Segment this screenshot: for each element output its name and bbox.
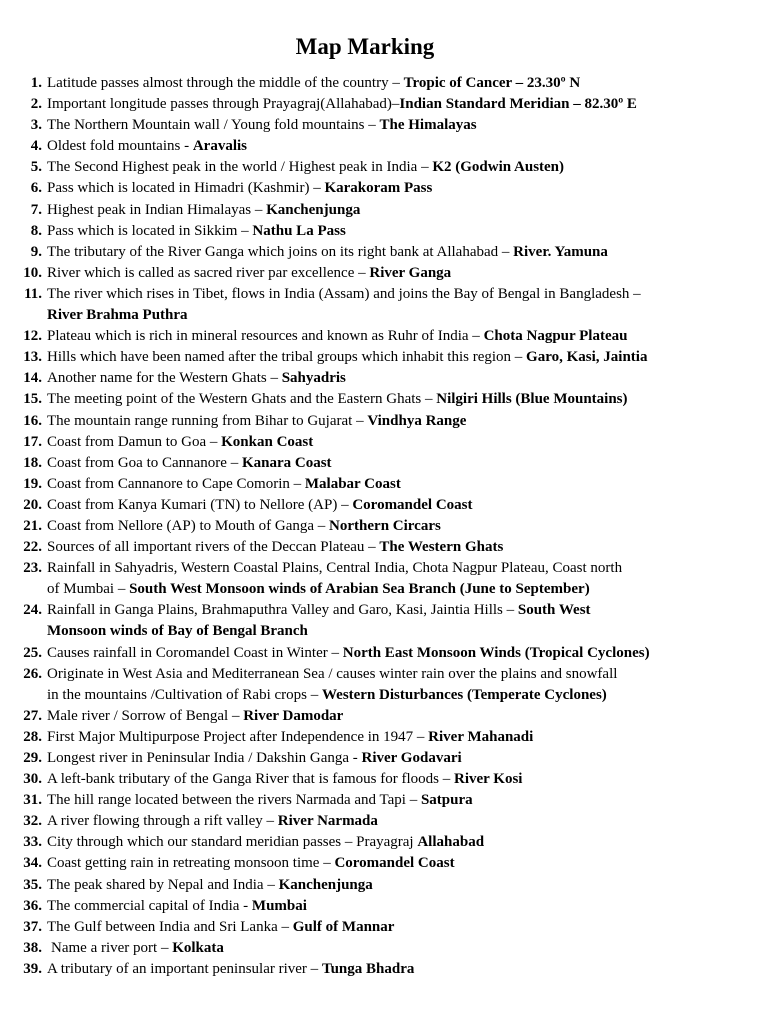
item-number: 37. xyxy=(23,918,42,935)
list-item xyxy=(0,368,768,389)
list-item xyxy=(0,73,768,94)
item-question: Coast getting rain in retreating monsoon time – xyxy=(47,855,335,872)
item-number: 25. xyxy=(23,644,42,661)
item-question: First Major Multipurpose Project after Independence in 1947 – xyxy=(47,728,429,745)
item-text xyxy=(47,453,766,474)
list-item xyxy=(0,389,768,410)
item-answer: River Narmada xyxy=(277,813,378,830)
item-continuation-question: in the mountains /Cultivation of Rabi crops – xyxy=(47,686,322,703)
item-question: A left-bank tributary of the Ganga River that is famous for floods – xyxy=(47,771,454,788)
item-number: 12. xyxy=(23,328,42,345)
item-text xyxy=(47,875,766,896)
item-answer: River. Yamuna xyxy=(513,243,608,260)
item-continuation-question: of Mumbai – xyxy=(47,581,130,598)
item-question: Sources of all important rivers of the Deccan Plateau – xyxy=(47,539,380,556)
item-text xyxy=(47,790,766,811)
item-answer: Coromandel Coast xyxy=(334,855,455,872)
list-item xyxy=(0,959,768,980)
list-item xyxy=(0,748,768,769)
item-text xyxy=(47,727,766,748)
item-number: 15. xyxy=(23,391,42,408)
question-list xyxy=(0,73,768,980)
item-question: The Gulf between India and Sri Lanka – xyxy=(47,918,293,935)
list-item xyxy=(0,896,768,917)
item-text xyxy=(47,115,766,136)
item-number: 13. xyxy=(23,349,42,366)
item-question: Another name for the Western Ghats – xyxy=(47,370,282,387)
item-question: Coast from Goa to Cannanore – xyxy=(47,454,242,471)
item-question: Coast from Nellore (AP) to Mouth of Ganga – xyxy=(47,517,330,534)
item-number: 14. xyxy=(23,370,42,387)
item-question: Longest river in Peninsular India / Dakshin Ganga - xyxy=(47,750,362,766)
list-item xyxy=(0,769,768,790)
item-question: Coast from Cannanore to Cape Comorin – xyxy=(47,475,305,492)
item-number: 35. xyxy=(23,876,42,893)
item-question: The Northern Mountain wall / Young fold mountains – xyxy=(47,117,380,134)
list-item xyxy=(0,178,768,199)
item-answer: Indian Standard Meridian – 82.30º E xyxy=(399,96,637,113)
item-text xyxy=(47,917,766,938)
item-number: 22. xyxy=(23,539,42,556)
item-question: Oldest fold mountains - xyxy=(47,138,193,155)
item-question: Highest peak in Indian Himalayas – xyxy=(47,201,267,218)
item-text xyxy=(47,959,766,980)
item-number: 19. xyxy=(23,475,42,492)
list-item xyxy=(0,94,768,115)
item-question: The Second Highest peak in the world / Highest peak in India – xyxy=(47,159,433,176)
item-number: 8. xyxy=(30,222,42,239)
item-question: The meeting point of the Western Ghats and the Eastern Ghats – xyxy=(47,391,437,408)
item-number: 33. xyxy=(23,834,42,851)
item-text xyxy=(47,811,766,832)
item-number: 6. xyxy=(30,180,42,197)
item-answer: Kolkata xyxy=(172,939,224,956)
item-number: 36. xyxy=(23,897,42,914)
list-item xyxy=(0,727,768,748)
item-continuation-answer: River Brahma Puthra xyxy=(47,307,188,324)
item-question: Causes rainfall in Coromandel Coast in Winter – xyxy=(47,644,343,661)
item-number: 24. xyxy=(23,602,42,619)
item-answer: Konkan Coast xyxy=(221,433,314,450)
item-question: Name a river port – xyxy=(51,939,173,956)
list-item xyxy=(0,432,768,453)
item-number: 7. xyxy=(30,201,42,218)
item-answer: Sahyadris xyxy=(281,370,346,387)
list-item xyxy=(0,643,768,664)
item-answer: The Himalayas xyxy=(379,117,477,134)
item-text xyxy=(47,474,766,495)
list-item xyxy=(0,326,768,347)
item-number: 16. xyxy=(23,412,42,429)
item-question: Rainfall in Sahyadris, Western Coastal Plains, Central India, Chota Nagpur Plateau, Coast north xyxy=(47,560,623,577)
item-text xyxy=(47,178,766,199)
item-question: The hill range located between the rivers Narmada and Tapi – xyxy=(47,792,421,809)
item-text xyxy=(47,495,766,516)
item-text xyxy=(47,221,766,242)
item-answer: Gulf of Mannar xyxy=(292,918,395,935)
item-text xyxy=(47,73,766,94)
item-number: 20. xyxy=(23,496,42,513)
item-question: Hills which have been named after the tribal groups which inhabit this region – xyxy=(47,349,527,366)
item-text xyxy=(47,242,766,263)
item-number: 28. xyxy=(23,728,42,745)
item-question: Originate in West Asia and Mediterranean Sea / causes winter rain over the plains and snowfall xyxy=(47,665,618,682)
item-text xyxy=(47,432,766,453)
item-answer: Vindhya Range xyxy=(367,412,467,429)
list-item xyxy=(0,811,768,832)
list-item xyxy=(0,453,768,474)
list-item xyxy=(0,832,768,853)
list-item xyxy=(0,347,768,368)
item-number: 2. xyxy=(30,96,42,113)
item-question: Latitude passes almost through the middle of the country – xyxy=(47,75,404,91)
list-item xyxy=(0,516,768,537)
item-continuation xyxy=(47,685,766,706)
item-continuation-answer: Western Disturbances (Temperate Cyclones) xyxy=(321,686,607,703)
item-number: 34. xyxy=(23,855,42,872)
item-number: 3. xyxy=(30,117,42,134)
item-answer: Nilgiri Hills (Blue Mountains) xyxy=(436,391,628,408)
item-question: Pass which is located in Sikkim – xyxy=(47,222,253,239)
item-number: 21. xyxy=(23,517,42,534)
item-text xyxy=(47,326,766,347)
item-answer: South West xyxy=(517,602,591,619)
list-item xyxy=(0,221,768,242)
item-answer: River Ganga xyxy=(369,264,452,281)
item-answer: Malabar Coast xyxy=(304,475,401,492)
item-text xyxy=(47,94,766,115)
item-text xyxy=(47,558,766,579)
item-answer: Karakoram Pass xyxy=(324,180,433,197)
item-text xyxy=(47,537,766,558)
item-answer: Allahabad xyxy=(417,834,485,851)
item-question: The mountain range running from Bihar to Gujarat – xyxy=(47,412,368,429)
item-number: 10. xyxy=(23,264,42,281)
item-number: 17. xyxy=(23,433,42,450)
item-text xyxy=(47,347,766,368)
item-number: 31. xyxy=(23,792,42,809)
list-item xyxy=(0,115,768,136)
list-item xyxy=(0,157,768,178)
item-answer: River Damodar xyxy=(243,707,344,724)
item-text xyxy=(47,664,766,685)
item-answer: Tropic of Cancer – 23.30º N xyxy=(403,75,581,91)
list-item xyxy=(0,200,768,221)
item-text xyxy=(47,706,766,727)
item-question: Pass which is located in Himadri (Kashmir) – xyxy=(47,180,325,197)
item-text xyxy=(47,938,766,959)
item-text xyxy=(47,748,766,769)
item-text xyxy=(47,368,766,389)
list-item xyxy=(0,263,768,284)
item-number: 1. xyxy=(30,75,42,91)
item-text xyxy=(47,516,766,537)
item-text xyxy=(47,643,766,664)
list-item xyxy=(0,917,768,938)
item-number: 30. xyxy=(23,771,42,788)
item-text xyxy=(47,157,766,178)
list-item xyxy=(0,875,768,896)
item-text xyxy=(47,389,766,410)
list-item xyxy=(0,853,768,874)
item-answer: Satpura xyxy=(420,792,473,809)
item-continuation-answer: Monsoon winds of Bay of Bengal Branch xyxy=(47,623,308,640)
item-question: A tributary of an important peninsular river – xyxy=(47,960,322,977)
item-answer: Northern Circars xyxy=(329,517,441,534)
list-item xyxy=(0,938,768,959)
item-number: 11. xyxy=(24,285,42,302)
item-text xyxy=(47,411,766,432)
item-number: 26. xyxy=(23,665,42,682)
item-answer: Kanchenjunga xyxy=(266,201,361,218)
item-text xyxy=(47,284,766,305)
list-item xyxy=(0,474,768,495)
item-answer: Coromandel Coast xyxy=(352,496,473,513)
list-item xyxy=(0,706,768,727)
item-answer: Garo, Kasi, Jaintia xyxy=(526,349,648,366)
item-text xyxy=(47,263,766,284)
item-question: Coast from Damun to Goa – xyxy=(47,433,222,450)
list-item xyxy=(0,411,768,432)
item-continuation-answer: South West Monsoon winds of Arabian Sea Branch (June to September) xyxy=(129,581,590,598)
item-answer: River Kosi xyxy=(454,771,523,788)
item-number: 9. xyxy=(30,243,42,260)
item-number: 4. xyxy=(30,138,42,155)
item-answer: The Western Ghats xyxy=(379,539,504,556)
item-question: River which is called as sacred river par excellence – xyxy=(47,264,370,281)
item-answer: Mumbai xyxy=(251,897,307,914)
list-item xyxy=(0,558,768,600)
item-answer: River Mahanadi xyxy=(428,728,534,745)
item-number: 18. xyxy=(23,454,42,471)
item-question: City through which our standard meridian passes – Prayagraj xyxy=(47,834,418,851)
item-answer: North East Monsoon Winds (Tropical Cyclones) xyxy=(342,644,650,661)
page-title: Map Marking xyxy=(295,34,435,59)
item-text xyxy=(47,600,766,621)
item-number: 27. xyxy=(23,707,42,724)
item-text xyxy=(47,896,766,917)
item-number: 32. xyxy=(23,813,42,830)
item-number: 5. xyxy=(30,159,42,176)
item-answer: Tunga Bhadra xyxy=(321,960,415,977)
item-answer: Chota Nagpur Plateau xyxy=(483,328,628,345)
list-item xyxy=(0,284,768,326)
item-text xyxy=(47,136,766,157)
item-answer: Aravalis xyxy=(192,138,247,155)
list-item xyxy=(0,600,768,642)
item-question: Plateau which is rich in mineral resources and known as Ruhr of India – xyxy=(47,328,484,345)
item-continuation xyxy=(47,305,766,326)
list-item xyxy=(0,790,768,811)
item-answer: River Godavari xyxy=(361,750,462,766)
item-number: 29. xyxy=(23,750,42,766)
item-answer: Nathu La Pass xyxy=(252,222,346,239)
item-answer: Kanchenjunga xyxy=(278,876,373,893)
item-number: 38. xyxy=(23,939,42,956)
item-question: Important longitude passes through Prayagraj(Allahabad)– xyxy=(47,96,400,113)
item-number: 39. xyxy=(23,960,42,977)
item-continuation xyxy=(47,621,766,642)
item-question: The river which rises in Tibet, flows in India (Assam) and joins the Bay of Bengal in Bangladesh – xyxy=(47,285,641,302)
list-item xyxy=(0,495,768,516)
list-item xyxy=(0,136,768,157)
item-text xyxy=(47,853,766,874)
item-text xyxy=(47,769,766,790)
list-item xyxy=(0,242,768,263)
item-question: The commercial capital of India - xyxy=(47,897,252,914)
item-continuation xyxy=(47,579,766,600)
item-question: Coast from Kanya Kumari (TN) to Nellore (AP) – xyxy=(47,496,353,513)
item-answer: K2 (Godwin Austen) xyxy=(432,159,565,176)
item-text xyxy=(47,200,766,221)
item-question: The tributary of the River Ganga which joins on its right bank at Allahabad – xyxy=(47,243,514,260)
item-text xyxy=(47,832,766,853)
item-answer: Kanara Coast xyxy=(241,454,332,471)
item-question: Male river / Sorrow of Bengal – xyxy=(47,707,244,724)
item-question: Rainfall in Ganga Plains, Brahmaputhra Valley and Garo, Kasi, Jaintia Hills – xyxy=(47,602,518,619)
list-item xyxy=(0,537,768,558)
item-number: 23. xyxy=(23,560,42,577)
item-question: The peak shared by Nepal and India – xyxy=(47,876,279,893)
item-question: A river flowing through a rift valley – xyxy=(47,813,278,830)
list-item xyxy=(0,664,768,706)
